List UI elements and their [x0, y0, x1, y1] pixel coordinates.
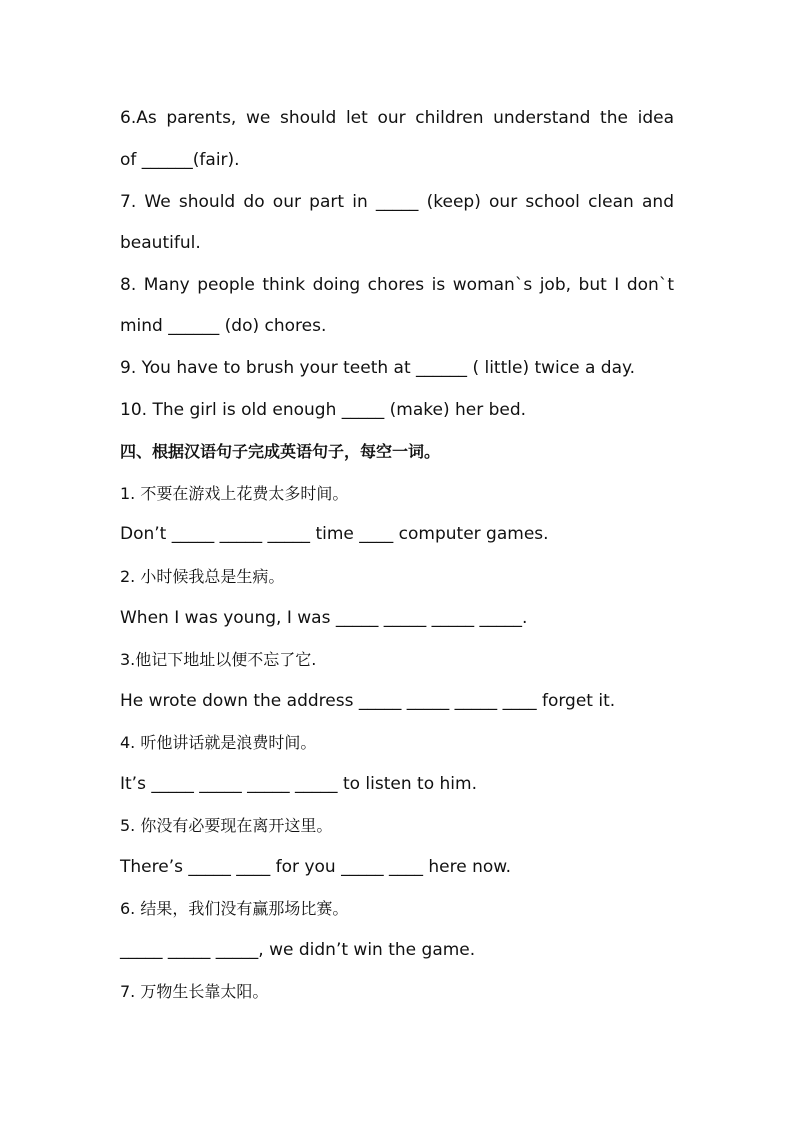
translation-4-chinese: 4. 听他讲话就是浪费时间。 [120, 733, 317, 752]
translation-6-english: _____ _____ _____, we didn’t win the game. [120, 940, 476, 960]
question-7-line-1: 7. We should do our part in _____ (keep) our school clean and [120, 192, 674, 212]
translation-2-english: When I was young, I was _____ _____ _____ _____. [120, 608, 528, 628]
section-4-heading: 四、根据汉语句子完成英语句子，每空一词。 [120, 442, 441, 461]
translation-3-chinese: 3.他记下地址以便不忘了它. [120, 650, 317, 669]
translation-3-english: He wrote down the address _____ _____ _____ ____ forget it. [120, 691, 616, 711]
translation-6-chinese: 6. 结果，我们没有赢那场比赛。 [120, 899, 349, 918]
question-7-line-2: beautiful. [120, 233, 201, 253]
translation-5-english: There’s _____ ____ for you _____ ____ here now. [120, 857, 512, 877]
translation-7-chinese: 7. 万物生长靠太阳。 [120, 982, 269, 1001]
translation-4-english: It’s _____ _____ _____ _____ to listen to him. [120, 774, 477, 794]
question-10: 10. The girl is old enough _____ (make) her bed. [120, 400, 527, 420]
question-6-line-1: 6.As parents, we should let our children understand the idea [120, 108, 674, 128]
question-6-line-2: of ______(fair). [120, 150, 240, 170]
translation-2-chinese: 2. 小时候我总是生病。 [120, 567, 285, 586]
question-9: 9. You have to brush your teeth at ______ ( little) twice a day. [120, 358, 636, 378]
question-8-line-2: mind ______ (do) chores. [120, 316, 327, 336]
translation-1-english: Don’t _____ _____ _____ time ____ computer games. [120, 524, 549, 544]
translation-5-chinese: 5. 你没有必要现在离开这里。 [120, 816, 333, 835]
translation-1-chinese: 1. 不要在游戏上花费太多时间。 [120, 484, 349, 503]
question-8-line-1: 8. Many people think doing chores is woman`s job, but I don`t [120, 275, 674, 295]
